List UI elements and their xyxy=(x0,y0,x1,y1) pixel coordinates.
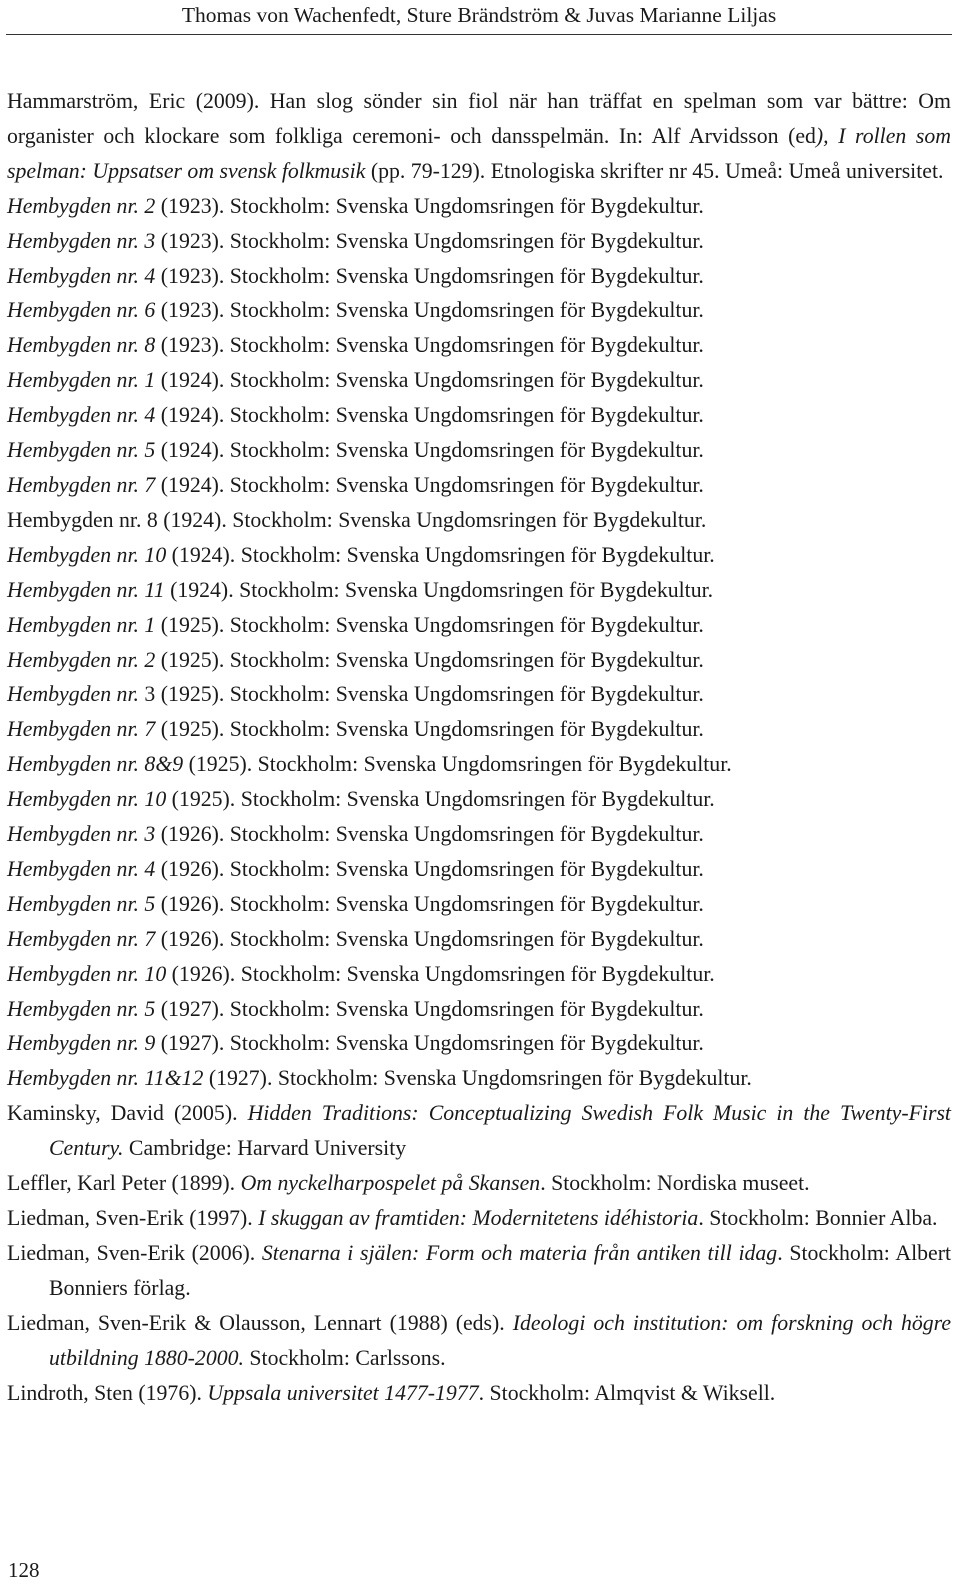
reference-leffler xyxy=(7,1166,951,1201)
hembygden-title: Hembygden nr. xyxy=(7,647,145,672)
hembygden-publisher: . Stockholm: Svenska Ungdomsringen för Bygdekultur. xyxy=(218,717,704,742)
hembygden-issue-number: 4 xyxy=(144,856,156,881)
hembygden-title: Hembygden nr. xyxy=(7,368,145,393)
reference-hembygden xyxy=(7,1061,951,1096)
reference-hembygden xyxy=(7,468,951,503)
reference-kaminsky xyxy=(7,1096,951,1166)
reference-kaminsky-author: Kaminsky, David (2005). xyxy=(7,1101,248,1126)
reference-liedman-1997-author: Liedman, Sven-Erik (1997). xyxy=(7,1206,259,1230)
hembygden-issue-number: 9 xyxy=(144,1031,156,1056)
hembygden-publisher: . Stockholm: Svenska Ungdomsringen för Bygdekultur. xyxy=(266,1066,752,1091)
hembygden-publisher: . Stockholm: Svenska Ungdomsringen för Bygdekultur. xyxy=(218,472,704,497)
hembygden-title: Hembygden nr. xyxy=(7,926,145,951)
hembygden-title: Hembygden nr. xyxy=(7,263,145,288)
reference-hembygden xyxy=(7,887,951,922)
hembygden-issue-number: 10 xyxy=(144,542,167,567)
hembygden-title: Hembygden nr. xyxy=(7,752,145,777)
hembygden-issue-number: 8 xyxy=(146,507,158,532)
hembygden-year: (1925) xyxy=(160,682,219,707)
hembygden-publisher: . Stockholm: Svenska Ungdomsringen för Bygdekultur. xyxy=(218,228,704,253)
hembygden-issue-number: 10 xyxy=(144,787,167,812)
hembygden-year: (1925) xyxy=(160,717,219,742)
hembygden-issue-number: 1 xyxy=(144,368,156,393)
reference-hammarstrom-lead: Hammarström, Eric (2009). Han slog sönder sin fiol när han träffat en spelman som var bättre: Om organister och klockare som folkliga ceremoni- och dansspelmän. In: Alf Arvidsson (ed xyxy=(7,89,951,148)
hembygden-issue-number: 7 xyxy=(144,717,156,742)
hembygden-publisher: . Stockholm: Svenska Ungdomsringen för Bygdekultur. xyxy=(246,752,732,777)
hembygden-issue-number: 3 xyxy=(144,822,156,847)
reference-hembygden xyxy=(7,1026,951,1061)
hembygden-issue-number: 7 xyxy=(144,926,156,951)
hembygden-title: Hembygden nr. xyxy=(7,333,145,358)
hembygden-issue-number: 4 xyxy=(144,263,156,288)
hembygden-issue-number: 7 xyxy=(144,472,156,497)
hembygden-year: (1923) xyxy=(160,193,219,218)
hembygden-year: (1923) xyxy=(160,263,219,288)
hembygden-title: Hembygden nr. xyxy=(7,856,145,881)
hembygden-title: Hembygden nr. xyxy=(7,472,145,497)
hembygden-publisher: . Stockholm: Svenska Ungdomsringen för Bygdekultur. xyxy=(218,263,704,288)
hembygden-year: (1924) xyxy=(160,368,219,393)
running-head-text: Thomas von Wachenfedt, Sture Brändström & Juvas Marianne Liljas xyxy=(181,3,777,27)
reference-hembygden xyxy=(7,503,951,538)
reference-list xyxy=(7,84,951,1410)
reference-leffler-author: Leffler, Karl Peter (1899). xyxy=(7,1171,241,1196)
page-number: 128 xyxy=(8,1558,40,1582)
reference-lindroth-tail: . Stockholm: Almqvist & Wiksell. xyxy=(478,1380,776,1405)
reference-liedman-olausson-1988 xyxy=(7,1306,951,1376)
reference-leffler-tail: . Stockholm: Nordiska museet. xyxy=(540,1171,810,1196)
reference-liedman-1997 xyxy=(7,1201,951,1236)
reference-liedman-2006-title: Stenarna i själen: Form och materia från antiken till idag xyxy=(261,1240,778,1265)
hembygden-year: (1924) xyxy=(171,542,230,567)
hembygden-issue-number: 5 xyxy=(144,996,156,1021)
hembygden-publisher: . Stockholm: Svenska Ungdomsringen för Bygdekultur. xyxy=(218,403,704,428)
reference-hembygden xyxy=(7,259,951,294)
hembygden-publisher: . Stockholm: Svenska Ungdomsringen för Bygdekultur. xyxy=(218,647,704,672)
hembygden-issue-number: 5 xyxy=(144,438,156,463)
reference-kaminsky-title: Hidden Traditions: Conceptualizing Swedish Folk Music in the Twenty-First Century. xyxy=(49,1101,951,1161)
hembygden-publisher: . Stockholm: Svenska Ungdomsringen för Bygdekultur. xyxy=(229,961,715,986)
reference-liedman-olausson-title: Ideologi och institution: om forskning och högre utbildning 1880-2000. xyxy=(49,1310,951,1370)
hembygden-year: (1925) xyxy=(171,787,230,812)
hembygden-publisher: . Stockholm: Svenska Ungdomsringen för Bygdekultur. xyxy=(218,891,704,916)
reference-hembygden xyxy=(7,433,951,468)
reference-liedman-1997-title: I skuggan av framtiden: Modernitetens idéhistoria xyxy=(258,1206,699,1230)
hembygden-publisher: . Stockholm: Svenska Ungdomsringen för Bygdekultur. xyxy=(218,298,704,323)
hembygden-year: (1926) xyxy=(160,926,219,951)
hembygden-issue-number: 2 xyxy=(144,647,156,672)
reference-liedman-2006-tail: . Stockholm: Albert Bonniers förlag. xyxy=(49,1240,952,1300)
reference-hembygden xyxy=(7,363,951,398)
reference-hembygden xyxy=(7,957,951,992)
hembygden-title: Hembygden nr. xyxy=(7,996,145,1021)
reference-hembygden xyxy=(7,643,951,678)
hembygden-issue-number: 5 xyxy=(144,891,156,916)
hembygden-issue-number: 11 xyxy=(144,577,165,602)
reference-hammarstrom-title: ), I rollen som spelman: Uppsatser om svensk folkmusik xyxy=(7,123,951,183)
hembygden-title: Hembygden nr. xyxy=(7,577,145,602)
hembygden-title: Hembygden nr. xyxy=(7,1031,145,1056)
reference-lindroth-author: Lindroth, Sten (1976). xyxy=(7,1380,208,1405)
reference-liedman-olausson-author: Liedman, Sven-Erik & Olausson, Lennart (1988) (eds). xyxy=(7,1310,513,1335)
hembygden-year: (1923) xyxy=(160,298,219,323)
reference-hembygden xyxy=(7,712,951,747)
reference-hembygden xyxy=(7,992,951,1027)
hembygden-issue-number: 4 xyxy=(144,403,156,428)
hembygden-publisher: . Stockholm: Svenska Ungdomsringen för Bygdekultur. xyxy=(229,542,715,567)
hembygden-issue-number: 1 xyxy=(144,612,156,637)
reference-hembygden xyxy=(7,677,951,712)
hembygden-title: Hembygden nr. xyxy=(7,298,145,323)
hembygden-year: (1925) xyxy=(160,612,219,637)
reference-hembygden xyxy=(7,189,951,224)
hembygden-list xyxy=(7,189,951,1097)
reference-hembygden xyxy=(7,782,951,817)
hembygden-year: (1926) xyxy=(160,891,219,916)
hembygden-title: Hembygden nr. xyxy=(7,228,145,253)
hembygden-year: (1925) xyxy=(160,647,219,672)
hembygden-title: Hembygden nr. xyxy=(7,193,145,218)
hembygden-issue-number: 3 xyxy=(144,228,156,253)
hembygden-year: (1924) xyxy=(170,577,229,602)
hembygden-title: Hembygden nr. xyxy=(7,1066,145,1091)
hembygden-title: Hembygden nr. xyxy=(7,682,145,707)
hembygden-year: (1924) xyxy=(160,472,219,497)
hembygden-year: (1923) xyxy=(160,333,219,358)
reference-hembygden xyxy=(7,608,951,643)
reference-hembygden xyxy=(7,573,951,608)
reference-liedman-2006 xyxy=(7,1236,951,1306)
hembygden-title: Hembygden nr. xyxy=(7,961,145,986)
hembygden-year: (1924) xyxy=(160,438,219,463)
reference-hembygden xyxy=(7,224,951,259)
hembygden-title: Hembygden nr. xyxy=(7,822,145,847)
hembygden-publisher: . Stockholm: Svenska Ungdomsringen för Bygdekultur. xyxy=(218,996,704,1021)
hembygden-year: (1924) xyxy=(163,507,222,532)
hembygden-issue-number: 3 xyxy=(144,682,156,707)
reference-lindroth xyxy=(7,1376,951,1411)
reference-hembygden xyxy=(7,293,951,328)
reference-leffler-title: Om nyckelharpospelet på Skansen xyxy=(240,1171,541,1196)
hembygden-publisher: . Stockholm: Svenska Ungdomsringen för Bygdekultur. xyxy=(218,856,704,881)
reference-hembygden xyxy=(7,817,951,852)
hembygden-year: (1923) xyxy=(160,228,219,253)
hembygden-title: Hembygden nr. xyxy=(7,787,145,812)
hembygden-issue-number: 8&9 xyxy=(144,752,184,777)
reference-hembygden xyxy=(7,538,951,573)
hembygden-issue-number: 8 xyxy=(144,333,156,358)
hembygden-issue-number: 10 xyxy=(144,961,167,986)
reference-hembygden xyxy=(7,852,951,887)
reference-hammarstrom xyxy=(7,84,951,189)
hembygden-publisher: . Stockholm: Svenska Ungdomsringen för Bygdekultur. xyxy=(218,822,704,847)
hembygden-title: Hembygden nr. xyxy=(7,507,147,532)
hembygden-title: Hembygden nr. xyxy=(7,542,145,567)
reference-hembygden xyxy=(7,747,951,782)
hembygden-year: (1926) xyxy=(160,822,219,847)
reference-kaminsky-tail: Cambridge: Harvard University xyxy=(123,1136,407,1161)
reference-hammarstrom-tail: (pp. 79-129). Etnologiska skrifter nr 45. Umeå: Umeå universitet. xyxy=(365,158,944,183)
hembygden-publisher: . Stockholm: Svenska Ungdomsringen för Bygdekultur. xyxy=(218,612,704,637)
reference-hembygden xyxy=(7,398,951,433)
hembygden-issue-number: 11&12 xyxy=(144,1066,204,1091)
reference-liedman-2006-author: Liedman, Sven-Erik (2006). xyxy=(7,1240,262,1265)
hembygden-year: (1927) xyxy=(160,1031,219,1056)
hembygden-year: (1924) xyxy=(160,403,219,428)
hembygden-publisher: . Stockholm: Svenska Ungdomsringen för Bygdekultur. xyxy=(228,577,714,602)
running-head xyxy=(6,0,952,35)
hembygden-year: (1926) xyxy=(160,856,219,881)
hembygden-year: (1926) xyxy=(171,961,230,986)
hembygden-publisher: . Stockholm: Svenska Ungdomsringen för Bygdekultur. xyxy=(221,507,707,532)
hembygden-publisher: . Stockholm: Svenska Ungdomsringen för Bygdekultur. xyxy=(218,1031,704,1056)
reference-lindroth-title: Uppsala universitet 1477-1977 xyxy=(207,1380,479,1405)
hembygden-year: (1927) xyxy=(160,996,219,1021)
hembygden-year: (1927) xyxy=(208,1066,267,1091)
hembygden-publisher: . Stockholm: Svenska Ungdomsringen för Bygdekultur. xyxy=(218,333,704,358)
hembygden-publisher: . Stockholm: Svenska Ungdomsringen för Bygdekultur. xyxy=(218,682,704,707)
reference-hembygden xyxy=(7,328,951,363)
hembygden-publisher: . Stockholm: Svenska Ungdomsringen för Bygdekultur. xyxy=(218,368,704,393)
reference-hembygden xyxy=(7,922,951,957)
hembygden-year: (1925) xyxy=(188,752,247,777)
hembygden-title: Hembygden nr. xyxy=(7,891,145,916)
hembygden-title: Hembygden nr. xyxy=(7,403,145,428)
hembygden-publisher: . Stockholm: Svenska Ungdomsringen för Bygdekultur. xyxy=(218,438,704,463)
hembygden-issue-number: 6 xyxy=(144,298,156,323)
hembygden-title: Hembygden nr. xyxy=(7,612,145,637)
hembygden-publisher: . Stockholm: Svenska Ungdomsringen för Bygdekultur. xyxy=(218,926,704,951)
hembygden-title: Hembygden nr. xyxy=(7,438,145,463)
hembygden-publisher: . Stockholm: Svenska Ungdomsringen för Bygdekultur. xyxy=(229,787,715,812)
reference-liedman-olausson-tail: Stockholm: Carlssons. xyxy=(243,1345,446,1370)
hembygden-title: Hembygden nr. xyxy=(7,717,145,742)
hembygden-publisher: . Stockholm: Svenska Ungdomsringen för Bygdekultur. xyxy=(218,193,704,218)
hembygden-issue-number: 2 xyxy=(144,193,156,218)
reference-liedman-1997-tail: . Stockholm: Bonnier Alba. xyxy=(698,1206,938,1230)
